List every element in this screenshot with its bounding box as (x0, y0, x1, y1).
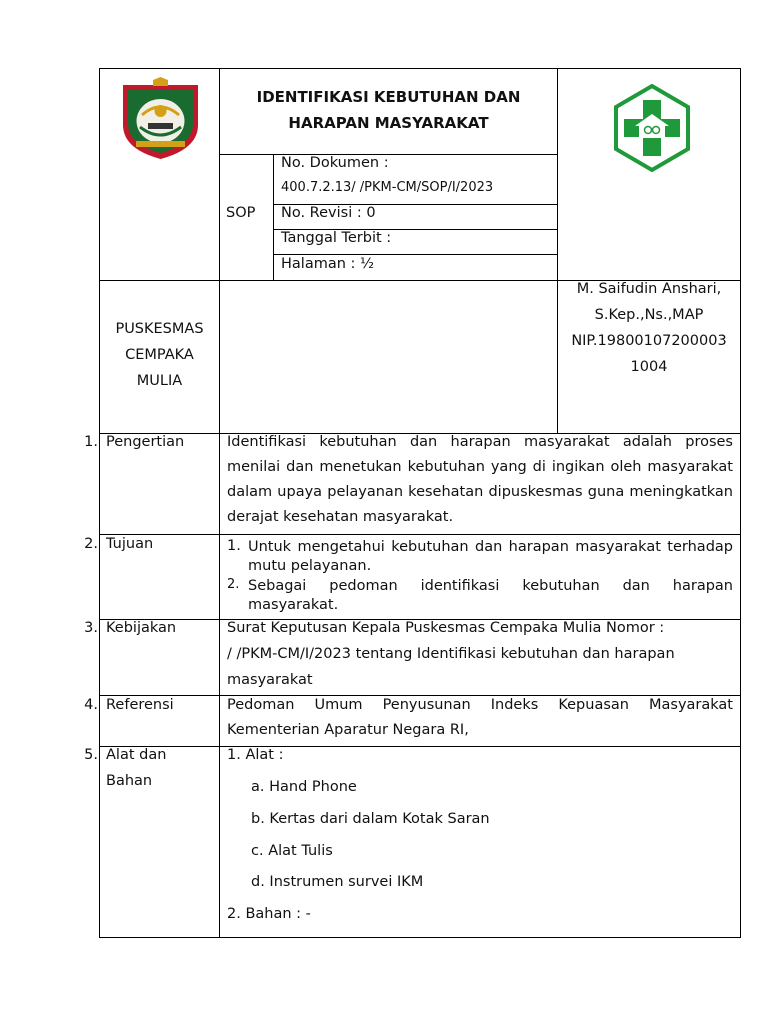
table-border-top (99, 68, 741, 69)
section-number-4: 4. (84, 697, 98, 713)
kebijakan-line-3: masyarakat (227, 672, 313, 688)
doc-number-value: 400.7.2.13/ /PKM-CM/SOP/I/2023 (281, 180, 494, 195)
signatory-name: M. Saifudin Anshari, (576, 281, 722, 297)
section-label-bahan: Bahan (106, 773, 153, 789)
signatory-nip-end: 1004 (630, 359, 668, 375)
section-label-alat: Alat dan (106, 747, 167, 763)
org-line-3: MULIA (136, 373, 183, 389)
table-border-left (99, 68, 100, 938)
doc-number-label: No. Dokumen : (281, 155, 389, 171)
page-number: Halaman : ½ (281, 256, 375, 272)
section-label-kebijakan: Kebijakan (106, 620, 177, 636)
tujuan-marker-2: 2. (227, 577, 240, 592)
table-border-bottom (99, 937, 741, 938)
date-row-divider (273, 254, 557, 255)
title-line-1: IDENTIFIKASI KEBUTUHAN DAN (256, 88, 521, 106)
puskesmas-logo (613, 84, 691, 172)
section-label-referensi: Referensi (106, 697, 174, 713)
section-number-2: 2. (84, 536, 98, 552)
tujuan-item-2: Sebagai pedoman identifikasi kebutuhan dan harapan masyarakat. (248, 578, 733, 613)
pengertian-text: Identifikasi kebutuhan dan harapan masyarakat adalah proses menilai dan menetukan kebutuhan yang di ingikan oleh masyarakat dalam upaya pelayanan kesehatan dipuskesmas guna meningkatkan derajat kesehatan masyarakat. (227, 434, 733, 525)
tool-item-hand-phone: a. Hand Phone (251, 779, 357, 795)
section-divider-5 (99, 746, 741, 747)
org-line-1: PUSKESMAS (115, 321, 204, 337)
section-number-3: 3. (84, 620, 98, 636)
tujuan-item-1: Untuk mengetahui kebutuhan dan harapan masyarakat terhadap mutu pelayanan. (248, 539, 733, 574)
kebijakan-line-2: / /PKM-CM/I/2023 tentang Identifikasi kebutuhan dan harapan (227, 646, 675, 662)
org-line-2: CEMPAKA (125, 347, 194, 363)
section-divider-2 (99, 534, 741, 535)
materials-line: 2. Bahan : - (227, 906, 311, 922)
document-title (220, 84, 557, 136)
tool-item-kertas: b. Kertas dari dalam Kotak Saran (251, 811, 490, 827)
tujuan-marker-1: 1. (227, 538, 241, 554)
section-label-tujuan: Tujuan (106, 536, 154, 552)
section-number-5: 5. (84, 747, 98, 763)
kebijakan-line-1: Surat Keputusan Kepala Puskesmas Cempaka Mulia Nomor : (227, 620, 665, 636)
label-column-divider (219, 68, 220, 938)
tool-item-instrumen: d. Instrumen survei IKM (251, 874, 424, 890)
table-border-right (740, 68, 741, 938)
sop-label: SOP (226, 205, 256, 221)
signatory-block (558, 276, 740, 380)
organization-name (100, 316, 219, 394)
section-label-pengertian: Pengertian (106, 434, 185, 450)
referensi-text: Pedoman Umum Penyusunan Indeks Kepuasan Masyarakat Kementerian Aparatur Negara RI, (227, 697, 733, 738)
signatory-title: S.Kep.,Ns.,MAP (594, 307, 704, 323)
issue-date: Tanggal Terbit : (281, 230, 392, 246)
sop-column-divider (273, 154, 274, 280)
tools-heading: 1. Alat : (227, 747, 284, 763)
title-line-2: HARAPAN MASYARAKAT (288, 114, 489, 132)
regional-emblem-logo (120, 77, 201, 160)
section-number-1: 1. (84, 434, 98, 450)
revision-number: No. Revisi : 0 (281, 205, 376, 221)
signatory-nip: NIP.19800107200003 (571, 333, 727, 349)
tool-item-alat-tulis: c. Alat Tulis (251, 843, 333, 859)
